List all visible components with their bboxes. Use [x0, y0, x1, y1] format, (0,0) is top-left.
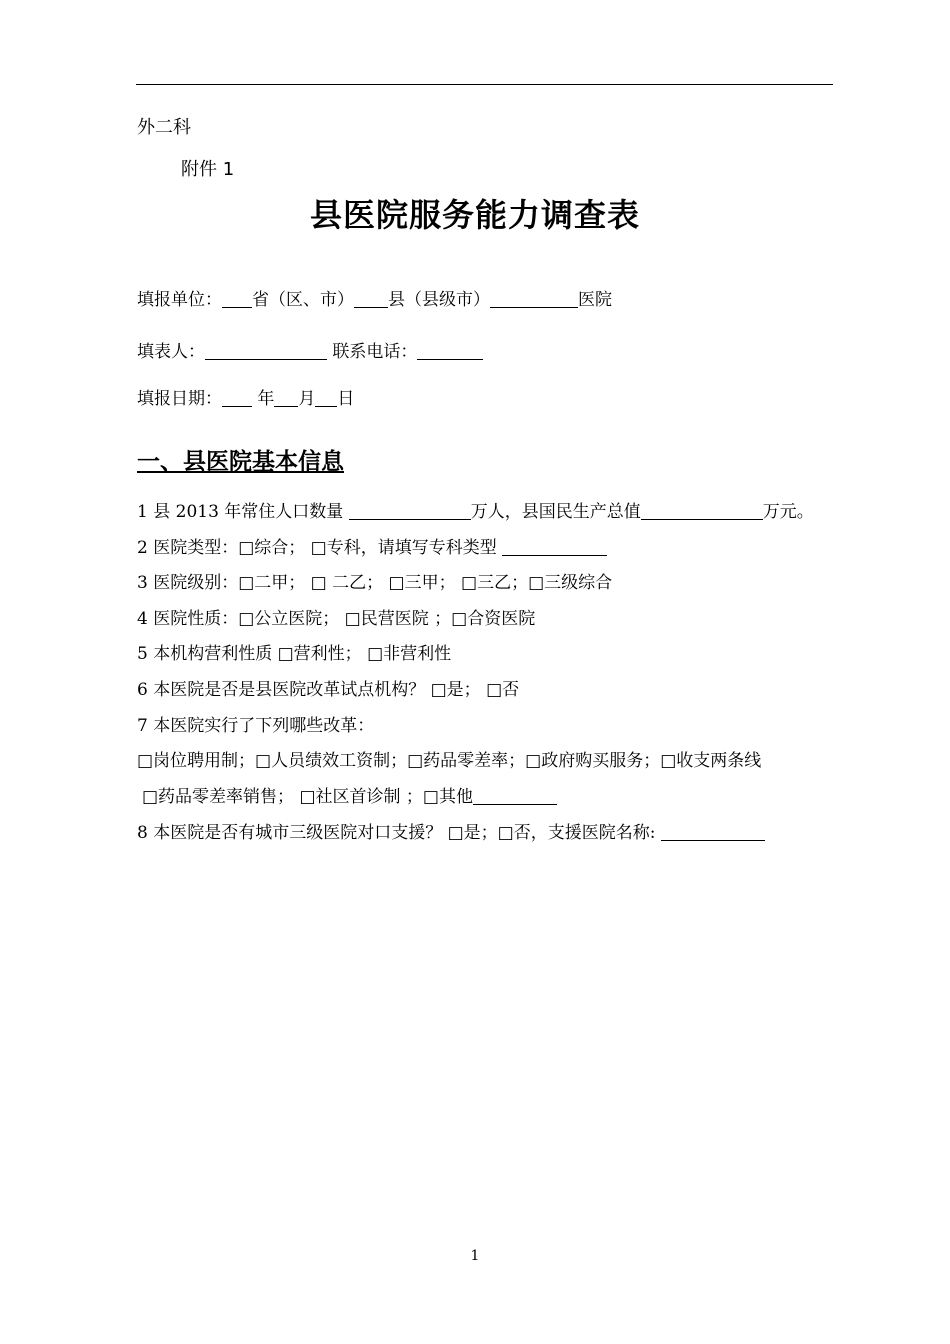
phone-blank[interactable]: [417, 342, 483, 360]
section-heading: 一、县医院基本信息: [137, 449, 344, 475]
department-label: 外二科: [137, 117, 191, 138]
question-6: 6 本医院是否是县医院改革试点机构？ □是； □否: [137, 680, 520, 700]
question-2: [137, 533, 607, 558]
question-5: 5 本机构营利性质 □营利性； □非营利性: [137, 644, 452, 664]
question-3: 3 医院级别：□二甲； □ 二乙； □三甲； □三乙；□三级综合: [137, 573, 613, 593]
question-7: 7 本医院实行了下列哪些改革：: [137, 716, 375, 736]
year-suffix: 年: [257, 389, 275, 409]
filler-blank[interactable]: [205, 342, 327, 360]
hospital-suffix: 医院: [578, 290, 612, 310]
specialty-blank[interactable]: [502, 538, 607, 556]
date-label: 填报日期：: [137, 389, 222, 409]
province-blank[interactable]: [222, 290, 252, 308]
q1-text-mid: 万人，县国民生产总值: [470, 502, 641, 522]
gdp-blank[interactable]: [641, 502, 763, 520]
unit-line: [137, 285, 612, 310]
q7-line2-text: □药品零差率销售； □社区首诊制 ；□其他: [142, 787, 473, 807]
month-suffix: 月: [298, 389, 316, 409]
other-reform-blank[interactable]: [473, 787, 557, 805]
county-suffix: 县（县级市）: [388, 290, 490, 310]
date-line: [137, 384, 354, 409]
header-rule: [136, 84, 833, 85]
q1-text-end: 万元。: [762, 502, 814, 522]
q8-text: 8 本医院是否有城市三级医院对口支援？ □是；□否，支援医院名称:: [137, 823, 661, 843]
question-8: [137, 818, 765, 843]
province-suffix: 省（区、市）: [252, 290, 354, 310]
question-7-options-1: □岗位聘用制；□人员绩效工资制；□药品零差率；□政府购买服务；□收支两条线: [137, 751, 762, 771]
support-hospital-blank[interactable]: [661, 823, 765, 841]
filler-label: 填表人：: [137, 342, 205, 362]
filler-line: [137, 337, 483, 362]
month-blank[interactable]: [274, 389, 298, 407]
phone-label: 联系电话：: [332, 342, 418, 362]
population-blank[interactable]: [349, 502, 471, 520]
annex-label: 附件 1: [181, 159, 235, 180]
day-blank[interactable]: [315, 389, 337, 407]
day-suffix: 日: [337, 389, 355, 409]
question-7-options-2: [142, 782, 557, 807]
unit-label: 填报单位：: [137, 290, 222, 310]
county-blank[interactable]: [354, 290, 388, 308]
year-blank[interactable]: [222, 389, 252, 407]
question-4: 4 医院性质：□公立医院； □民营医院 ；□合资医院: [137, 609, 536, 629]
page-number: 1: [470, 1248, 480, 1264]
page-title: 县医院服务能力调查表: [309, 196, 640, 234]
question-1: [137, 497, 814, 522]
q1-text: 1 县 2013 年常住人口数量: [137, 502, 349, 522]
hospital-blank[interactable]: [490, 290, 578, 308]
q2-text: 2 医院类型：□综合； □专科，请填写专科类型: [137, 538, 503, 558]
